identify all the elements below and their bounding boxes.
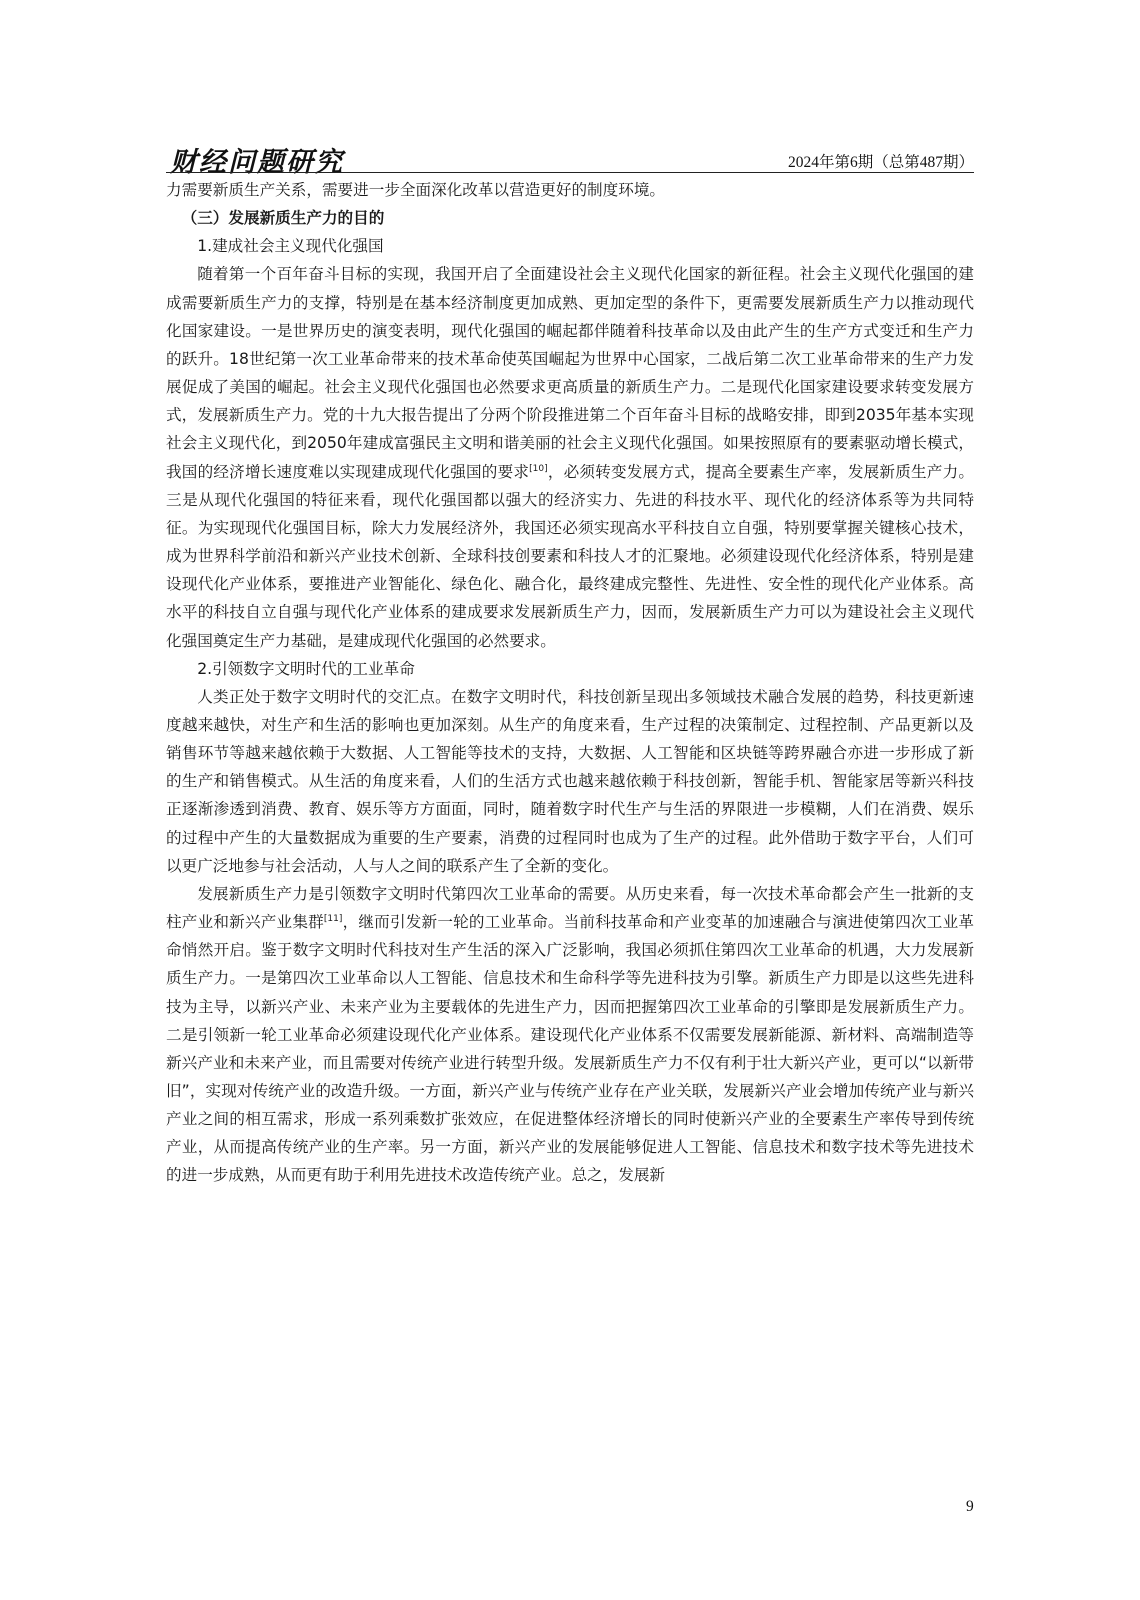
- paragraph-text: 随着第一个百年奋斗目标的实现，我国开启了全面建设社会主义现代化国家的新征程。社会主义现代化强国的建成需要新质生产力的支撑，特别是在基本经济制度更加成熟、更加定型的条件下，更需要发展新质生产力以推动现代化国家建设。一是世界历史的演变表明，现代化强国的崛起都伴随着科技革命以及由此产生的生产方式变迁和生产力的跃升。18世纪第一次工业革命带来的技术革命使英国崛起为世界中心国家，二战后第二次工业革命带来的生产力发展促成了美国的崛起。社会主义现代化强国也必然要求更高质量的新质生产力。二是现代化国家建设要求转变发展方式，发展新质生产力。党的十九大报告提出了分两个阶段推进第二个百年奋斗目标的战略安排，即到2035年基本实现社会主义现代化，到2050年建成富强民主文明和谐美丽的社会主义现代化强国。如果按照原有的要素驱动增长模式，我国的经济增长速度难以实现建成现代化强国的要求: [166, 265, 974, 481]
- issue-info: 2024年第6期（总第487期）: [787, 154, 974, 171]
- header-rule: [166, 172, 974, 173]
- page-number: 9: [966, 1498, 974, 1515]
- paragraph: [166, 260, 974, 654]
- paragraph-text: 发展新质生产力是引领数字文明时代第四次工业革命的需要。从历史来看，每一次技术革命都会产生一批新的支柱产业和新兴产业集群: [166, 884, 974, 932]
- paragraph-text: ，必须转变发展方式，提高全要素生产率，发展新质生产力。三是从现代化强国的特征来看，现代化强国都以强大的经济实力、先进的科技水平、现代化的经济体系等为共同特征。为实现现代化强国目标，除大力发展经济外，我国还必须实现高水平科技自立自强，特别要掌握关键核心技术，成为世界科学前沿和新兴产业技术创新、全球科技创要素和科技人才的汇聚地。必须建设现代化经济体系，特别是建设现代化产业体系，要推进产业智能化、绿色化、融合化，最终建成完整性、先进性、安全性的现代化产业体系。高水平的科技自立自强与现代化产业体系的建成要求发展新质生产力，因而，发展新质生产力可以为建设社会主义现代化强国奠定生产力基础，是建成现代化强国的必然要求。: [166, 462, 974, 650]
- article-body: [166, 176, 974, 1190]
- section-heading: （三）发展新质生产力的目的: [181, 209, 385, 228]
- subsection-heading-2: 2.引领数字文明时代的工业革命: [197, 659, 415, 678]
- journal-page: [166, 138, 974, 1185]
- page-header: [166, 138, 974, 178]
- paragraph-text: ，继而引发新一轮的工业革命。当前科技革命和产业变革的加速融合与演进使第四次工业革命悄然开启。鉴于数字文明时代科技对生产生活的深入广泛影响，我国必须抓住第四次工业革命的机遇，大力发展新质生产力。一是第四次工业革命以人工智能、信息技术和生命科学等先进科技为引擎。新质生产力即是以这些先进科技为主导，以新兴产业、未来产业为主要载体的先进生产力，因而把握第四次工业革命的引擎即是发展新质生产力。二是引领新一轮工业革命必须建设现代化产业体系。建设现代化产业体系不仅需要发展新能源、新材料、高端制造等新兴产业和未来产业，而且需要对传统产业进行转型升级。发展新质生产力不仅有利于壮大新兴产业，更可以“以新带旧”，实现对传统产业的改造升级。一方面，新兴产业与传统产业存在产业关联，发展新兴产业会增加传统产业与新兴产业之间的相互需求，形成一系列乘数扩张效应，在促进整体经济增长的同时使新兴产业的全要素生产率传导到传统产业，从而提高传统产业的生产率。另一方面，新兴产业的发展能够促进人工智能、信息技术和数字技术等先进技术的进一步成熟，从而更有助于利用先进技术改造传统产业。总之，发展新: [166, 913, 974, 1185]
- paragraph: [166, 880, 974, 1190]
- journal-logo: 财经问题研究: [170, 147, 344, 178]
- paragraph: 人类正处于数字文明时代的交汇点。在数字文明时代，科技创新呈现出多领域技术融合发展的趋势，科技更新速度越来越快，对生产和生活的影响也更加深刻。从生产的角度来看，生产过程的决策制定、过程控制、产品更新以及销售环节等越来越依赖于大数据、人工智能等技术的支持，大数据、人工智能和区块链等跨界融合亦进一步形成了新的生产和销售模式。从生活的角度来看，人们的生活方式也越来越依赖于科技创新，智能手机、智能家居等新兴科技正逐渐渗透到消费、教育、娱乐等方方面面，同时，随着数字时代生产与生活的界限进一步模糊，人们在消费、娱乐的过程中产生的大量数据成为重要的生产要素，消费的过程同时也成为了生产的过程。此外借助于数字平台，人们可以更广泛地参与社会活动，人与人之间的联系产生了全新的变化。: [166, 687, 974, 875]
- paragraph-continued: 力需要新质生产关系，需要进一步全面深化改革以营造更好的制度环境。: [166, 181, 666, 199]
- citation-ref: [11]: [323, 913, 343, 924]
- citation-ref: [10]: [529, 463, 548, 474]
- subsection-heading-1: 1.建成社会主义现代化强国: [197, 237, 384, 256]
